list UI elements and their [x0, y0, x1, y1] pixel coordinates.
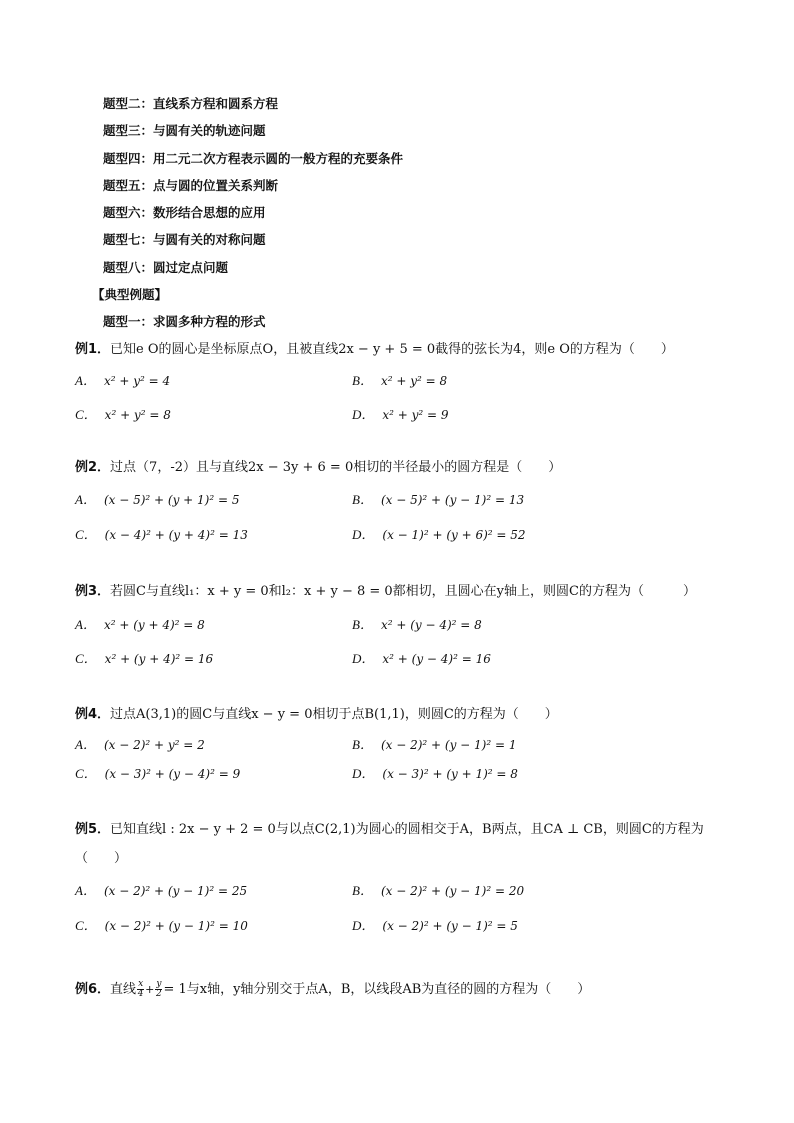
example-label: 例1．: [75, 342, 111, 357]
toc-item: 题型六：数形结合思想的应用: [103, 205, 266, 220]
toc-item: 题型四：用二元二次方程表示圆的一般方程的充要条件: [103, 151, 404, 166]
toc-item: 题型五：点与圆的位置关系判断: [103, 178, 279, 193]
example-1-stem: [75, 341, 674, 359]
option-b: B． x² + y² = 8: [352, 373, 448, 388]
example-stem-text: 直线: [110, 981, 137, 997]
example-stem-text: 已知直线l : 2x − y + 2 = 0与以点C(2,1)为圆心的圆相交于A，B两点，且CA ⊥ CB，则圆C的方程为: [110, 822, 704, 837]
option-a: A． (x − 2)² + y² = 2: [75, 737, 205, 752]
option-a: A． x² + (y + 4)² = 8: [75, 617, 205, 632]
example-label: 例5．: [75, 822, 111, 837]
toc-item: 题型七：与圆有关的对称问题: [103, 232, 266, 247]
example-label: 例6．: [75, 981, 111, 997]
fraction-numerator: x: [138, 979, 144, 989]
fraction: [155, 980, 162, 999]
example-stem-text: 过点A(3,1)的圆C与直线x − y = 0相切于点B(1,1)，则圆C的方程为（ ）: [110, 707, 558, 722]
option-c: C． x² + (y + 4)² = 16: [75, 651, 214, 666]
option-c: C． (x − 3)² + (y − 4)² = 9: [75, 766, 241, 781]
option-d: D． x² + y² = 9: [352, 407, 449, 422]
option-b: B． (x − 2)² + (y − 1)² = 1: [352, 737, 517, 752]
example-stem-text: 若圆C与直线l₁：x + y = 0和l₂：x + y − 8 = 0都相切，且圆心在y轴上，则圆C的方程为（ ）: [110, 584, 696, 599]
option-d: D． (x − 1)² + (y + 6)² = 52: [352, 527, 526, 542]
fraction-numerator: y: [156, 979, 162, 989]
example-4-stem: [75, 706, 558, 724]
toc-item: 题型三：与圆有关的轨迹问题: [103, 123, 266, 138]
example-stem-text: = 1与x轴，y轴分别交于点A，B，以线段AB为直径的圆的方程为（ ）: [163, 981, 591, 997]
example-label: 例2．: [75, 460, 111, 475]
toc-item: 题型二：直线系方程和圆系方程: [103, 96, 279, 111]
option-d: D． (x − 2)² + (y − 1)² = 5: [352, 918, 518, 933]
example-label: 例4．: [75, 707, 111, 722]
type1-heading: 题型一：求圆多种方程的形式: [103, 314, 266, 329]
option-c: C． x² + y² = 8: [75, 407, 171, 422]
fraction-denominator: 4: [137, 989, 144, 999]
fraction: [137, 980, 144, 999]
option-c: C． (x − 2)² + (y − 1)² = 10: [75, 918, 248, 933]
example-5-stem: [75, 821, 704, 839]
example-3-stem: [75, 583, 696, 601]
example-6-stem: 例6． 直线 $\frac{x}{4}$ + $\frac{y}{2}$ = 1与x轴，y轴分别交于点A，B，以线段AB为直径的圆的方程为（ ）: [75, 979, 591, 999]
option-a: A． (x − 2)² + (y − 1)² = 25: [75, 883, 248, 898]
fraction-denominator: 2: [156, 989, 162, 999]
example-stem-text: 已知e O的圆心是坐标原点O，且被直线2x − y + 5 = 0截得的弦长为4，则e O的方程为（ ）: [110, 342, 674, 357]
example-label: 例3．: [75, 584, 111, 599]
option-b: B． x² + (y − 4)² = 8: [352, 617, 482, 632]
option-c: C． (x − 4)² + (y + 4)² = 13: [75, 527, 248, 542]
option-d: D． x² + (y − 4)² = 16: [352, 651, 491, 666]
option-a: A． (x − 5)² + (y + 1)² = 5: [75, 492, 240, 507]
option-b: B． (x − 5)² + (y − 1)² = 13: [352, 492, 525, 507]
option-d: D． (x − 3)² + (y + 1)² = 8: [352, 766, 518, 781]
toc-item: 题型八：圆过定点问题: [103, 260, 229, 275]
option-a: A． x² + y² = 4: [75, 373, 171, 388]
example-2-stem: [75, 459, 561, 477]
example-5-stem-cont: （ ）: [75, 851, 128, 866]
option-b: B． (x − 2)² + (y − 1)² = 20: [352, 883, 525, 898]
section-heading: 【典型例题】: [92, 287, 168, 302]
example-stem-text: 过点（7，-2）且与直线2x − 3y + 6 = 0相切的半径最小的圆方程是（ ）: [110, 460, 562, 475]
